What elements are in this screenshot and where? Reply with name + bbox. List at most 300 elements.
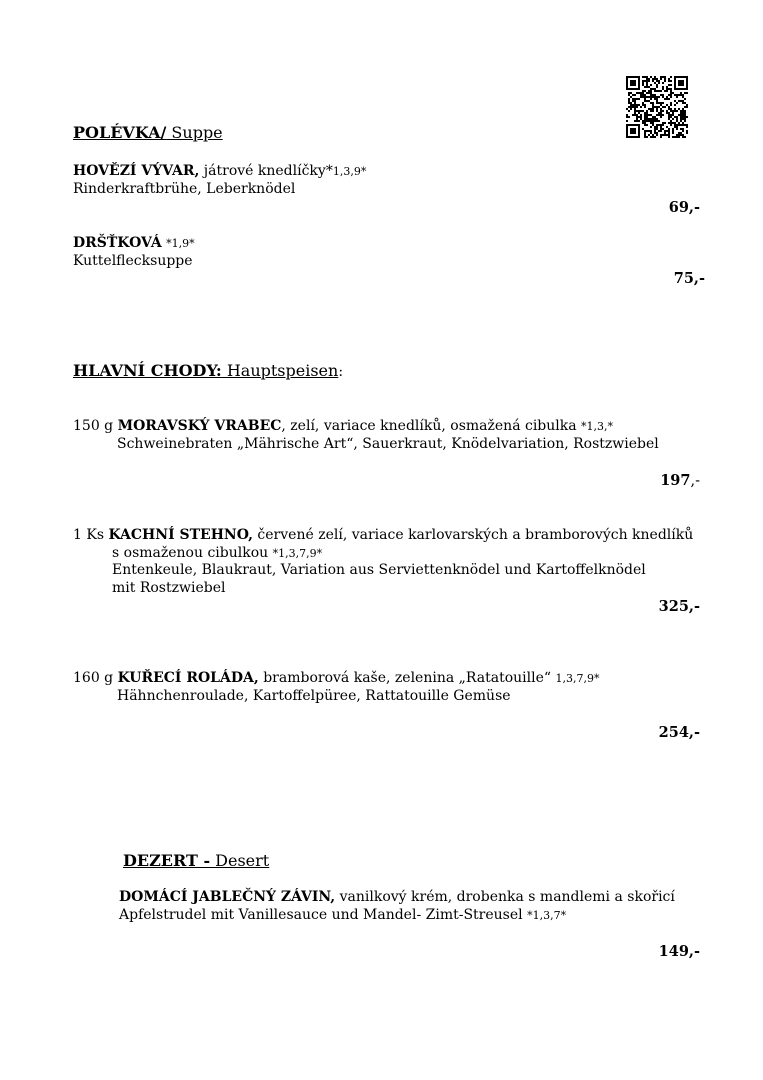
qr-module: [634, 120, 636, 122]
qr-module: [684, 120, 686, 122]
qr-module: [652, 88, 654, 90]
qr-module: [678, 80, 680, 82]
qr-module: [680, 114, 682, 116]
qr-module: [656, 80, 658, 82]
qr-module: [670, 80, 672, 82]
qr-module: [628, 94, 630, 96]
qr-module: [658, 130, 660, 132]
qr-module: [676, 94, 678, 96]
qr-module: [626, 82, 628, 84]
qr-module: [660, 90, 662, 92]
qr-module: [668, 132, 670, 134]
qr-module: [674, 110, 676, 112]
qr-module: [684, 102, 686, 104]
qr-module: [628, 110, 630, 112]
qr-module: [648, 86, 650, 88]
qr-module: [640, 92, 642, 94]
qr-module: [634, 100, 636, 102]
qr-module: [670, 124, 672, 126]
qr-module: [666, 88, 668, 90]
qr-module: [626, 126, 628, 128]
qr-module: [656, 120, 658, 122]
qr-module: [630, 88, 632, 90]
qr-module: [676, 136, 678, 138]
qr-module: [672, 128, 674, 130]
qr-module: [664, 76, 666, 78]
qr-module: [676, 116, 678, 118]
qr-module: [684, 76, 686, 78]
qr-module: [670, 110, 672, 112]
qr-module: [634, 106, 636, 108]
qr-module: [678, 124, 680, 126]
qr-module: [654, 96, 656, 98]
qr-module: [642, 120, 644, 122]
qr-code-icon: [626, 76, 688, 138]
qr-module: [642, 92, 644, 94]
qr-module: [668, 112, 670, 114]
qr-module: [686, 80, 688, 82]
qr-module: [646, 100, 648, 102]
qr-module: [654, 120, 656, 122]
qr-module: [682, 108, 684, 110]
qr-module: [630, 84, 632, 86]
qr-module: [674, 126, 676, 128]
qr-module: [632, 114, 634, 116]
qr-module: [650, 76, 652, 78]
qr-module: [636, 124, 638, 126]
qr-module: [636, 104, 638, 106]
qr-module: [682, 102, 684, 104]
qr-module: [662, 88, 664, 90]
qr-module: [630, 128, 632, 130]
qr-module: [668, 106, 670, 108]
qr-module: [638, 116, 640, 118]
qr-module: [646, 82, 648, 84]
qr-module: [660, 78, 662, 80]
qr-module: [646, 112, 648, 114]
qr-module: [678, 122, 680, 124]
qr-module: [654, 78, 656, 80]
qr-module: [630, 102, 632, 104]
qr-module: [648, 134, 650, 136]
qr-module: [656, 114, 658, 116]
qr-module: [660, 134, 662, 136]
qr-module: [628, 116, 630, 118]
qr-module: [654, 126, 656, 128]
qr-module: [670, 94, 672, 96]
qr-module: [680, 116, 682, 118]
qr-module: [668, 94, 670, 96]
qr-module: [632, 84, 634, 86]
qr-module: [644, 124, 646, 126]
qr-module: [662, 110, 664, 112]
qr-module: [656, 84, 658, 86]
qr-module: [626, 124, 628, 126]
qr-module: [686, 92, 688, 94]
qr-module: [678, 114, 680, 116]
qr-module: [638, 120, 640, 122]
menu-item-description: s osmaženou cibulkou *1,3,7,9*: [112, 545, 323, 561]
qr-module: [668, 80, 670, 82]
qr-module: [646, 118, 648, 120]
qr-module: [626, 114, 628, 116]
qr-module: [648, 90, 650, 92]
qr-module: [632, 128, 634, 130]
qr-module: [670, 120, 672, 122]
menu-item-name: DRŠŤKOVÁ *1,9*: [73, 235, 195, 251]
qr-module: [640, 110, 642, 112]
qr-module: [674, 78, 676, 80]
qr-module: [666, 96, 668, 98]
qr-module: [636, 98, 638, 100]
qr-module: [628, 102, 630, 104]
qr-module: [658, 112, 660, 114]
qr-module: [658, 114, 660, 116]
qr-module: [650, 88, 652, 90]
qr-module: [680, 76, 682, 78]
qr-module: [632, 136, 634, 138]
qr-module: [634, 114, 636, 116]
qr-module: [638, 136, 640, 138]
qr-module: [658, 82, 660, 84]
qr-module: [638, 124, 640, 126]
menu-item-name: 1 Ks KACHNÍ STEHNO, červené zelí, variace karlovarských a bramborových knedlíků: [73, 527, 694, 543]
qr-module: [682, 116, 684, 118]
qr-module: [682, 84, 684, 86]
qr-module: [638, 82, 640, 84]
qr-module: [632, 130, 634, 132]
qr-module: [666, 112, 668, 114]
qr-module: [652, 118, 654, 120]
qr-module: [678, 136, 680, 138]
qr-module: [652, 108, 654, 110]
qr-module: [638, 130, 640, 132]
qr-module: [644, 114, 646, 116]
qr-module: [648, 118, 650, 120]
qr-module: [654, 136, 656, 138]
qr-module: [676, 110, 678, 112]
qr-module: [630, 82, 632, 84]
qr-module: [646, 136, 648, 138]
qr-module: [660, 128, 662, 130]
qr-module: [656, 90, 658, 92]
qr-module: [670, 92, 672, 94]
qr-module: [644, 134, 646, 136]
qr-module: [630, 76, 632, 78]
qr-module: [676, 128, 678, 130]
menu-item-name: 150 g MORAVSKÝ VRABEC, zelí, variace knedlíků, osmažená cibulka *1,3,*: [73, 418, 614, 434]
qr-module: [684, 114, 686, 116]
qr-module: [644, 132, 646, 134]
qr-module: [662, 122, 664, 124]
qr-module: [684, 88, 686, 90]
qr-module: [634, 88, 636, 90]
qr-module: [652, 94, 654, 96]
qr-module: [680, 112, 682, 114]
qr-module: [666, 98, 668, 100]
qr-module: [672, 132, 674, 134]
qr-module: [668, 118, 670, 120]
qr-module: [628, 100, 630, 102]
qr-module: [634, 80, 636, 82]
qr-module: [682, 128, 684, 130]
qr-module: [630, 104, 632, 106]
qr-module: [640, 106, 642, 108]
qr-module: [670, 88, 672, 90]
qr-module: [670, 104, 672, 106]
qr-module: [678, 108, 680, 110]
qr-module: [644, 112, 646, 114]
qr-module: [654, 132, 656, 134]
qr-module: [676, 102, 678, 104]
qr-module: [656, 106, 658, 108]
qr-module: [630, 136, 632, 138]
qr-module: [634, 112, 636, 114]
qr-module: [678, 84, 680, 86]
qr-module: [680, 134, 682, 136]
qr-module: [636, 88, 638, 90]
qr-module: [668, 134, 670, 136]
qr-module: [644, 130, 646, 132]
qr-module: [650, 126, 652, 128]
qr-module: [650, 118, 652, 120]
qr-module: [666, 110, 668, 112]
qr-module: [686, 132, 688, 134]
qr-module: [626, 136, 628, 138]
qr-module: [672, 92, 674, 94]
qr-module: [642, 96, 644, 98]
qr-module: [656, 132, 658, 134]
qr-module: [638, 80, 640, 82]
qr-module: [634, 98, 636, 100]
qr-module: [642, 90, 644, 92]
qr-module: [660, 114, 662, 116]
qr-module: [682, 134, 684, 136]
qr-module: [674, 84, 676, 86]
qr-module: [676, 120, 678, 122]
qr-module: [682, 88, 684, 90]
qr-module: [634, 104, 636, 106]
qr-module: [638, 86, 640, 88]
qr-module: [682, 80, 684, 82]
qr-module: [632, 124, 634, 126]
qr-module: [656, 86, 658, 88]
qr-module: [650, 108, 652, 110]
qr-module: [648, 100, 650, 102]
qr-module: [644, 100, 646, 102]
qr-module: [660, 130, 662, 132]
qr-module: [632, 106, 634, 108]
qr-module: [652, 120, 654, 122]
qr-module: [648, 120, 650, 122]
qr-module: [662, 96, 664, 98]
qr-module: [686, 82, 688, 84]
qr-module: [652, 116, 654, 118]
qr-module: [628, 88, 630, 90]
qr-module: [682, 82, 684, 84]
qr-module: [636, 76, 638, 78]
qr-module: [674, 82, 676, 84]
qr-module: [682, 118, 684, 120]
qr-module: [686, 124, 688, 126]
qr-module: [638, 112, 640, 114]
qr-module: [666, 126, 668, 128]
qr-module: [646, 84, 648, 86]
qr-module: [658, 120, 660, 122]
qr-module: [650, 84, 652, 86]
qr-module: [634, 76, 636, 78]
qr-module: [650, 120, 652, 122]
qr-module: [674, 94, 676, 96]
qr-module: [652, 102, 654, 104]
qr-module: [638, 104, 640, 106]
qr-module: [646, 86, 648, 88]
qr-module: [630, 124, 632, 126]
qr-module: [678, 76, 680, 78]
qr-module: [672, 114, 674, 116]
qr-module: [630, 80, 632, 82]
qr-module: [682, 130, 684, 132]
qr-module: [644, 80, 646, 82]
qr-module: [648, 130, 650, 132]
qr-module: [642, 102, 644, 104]
qr-module: [660, 126, 662, 128]
qr-module: [668, 130, 670, 132]
qr-module: [636, 92, 638, 94]
qr-module: [672, 118, 674, 120]
qr-module: [630, 132, 632, 134]
qr-module: [626, 108, 628, 110]
qr-module: [668, 108, 670, 110]
qr-module: [644, 104, 646, 106]
qr-module: [656, 118, 658, 120]
qr-module: [626, 132, 628, 134]
qr-module: [674, 108, 676, 110]
qr-module: [646, 96, 648, 98]
qr-module: [670, 102, 672, 104]
qr-module: [642, 128, 644, 130]
qr-module: [658, 80, 660, 82]
qr-module: [646, 78, 648, 80]
qr-module: [644, 86, 646, 88]
qr-module: [640, 96, 642, 98]
qr-module: [670, 76, 672, 78]
qr-module: [660, 94, 662, 96]
qr-module: [686, 78, 688, 80]
qr-module: [670, 116, 672, 118]
qr-module: [638, 78, 640, 80]
qr-module: [674, 136, 676, 138]
qr-module: [676, 88, 678, 90]
qr-module: [664, 98, 666, 100]
qr-module: [662, 128, 664, 130]
qr-module: [680, 118, 682, 120]
menu-item-price: 197,-: [660, 472, 700, 489]
qr-module: [656, 124, 658, 126]
section-heading-dessert: DEZERT - Desert: [123, 851, 270, 870]
qr-module: [660, 116, 662, 118]
qr-module: [662, 82, 664, 84]
qr-module: [644, 96, 646, 98]
menu-item-translation: Rinderkraftbrühe, Leberknödel: [73, 181, 296, 197]
qr-module: [648, 108, 650, 110]
qr-module: [684, 110, 686, 112]
qr-module: [670, 108, 672, 110]
menu-item-price: 149,-: [658, 943, 700, 960]
qr-module: [660, 104, 662, 106]
qr-module: [634, 128, 636, 130]
qr-module: [644, 76, 646, 78]
qr-module: [684, 136, 686, 138]
qr-module: [678, 134, 680, 136]
qr-module: [634, 136, 636, 138]
qr-module: [650, 90, 652, 92]
menu-item-price: 325,-: [658, 598, 700, 615]
qr-module: [684, 98, 686, 100]
qr-module: [656, 134, 658, 136]
qr-module: [682, 122, 684, 124]
qr-module: [648, 80, 650, 82]
qr-module: [652, 124, 654, 126]
qr-module: [650, 114, 652, 116]
qr-module: [632, 98, 634, 100]
qr-module: [670, 84, 672, 86]
qr-module: [650, 136, 652, 138]
qr-module: [654, 76, 656, 78]
qr-module: [678, 132, 680, 134]
menu-item-price: 75,-: [673, 270, 705, 287]
qr-module: [654, 128, 656, 130]
qr-module: [680, 80, 682, 82]
qr-module: [680, 110, 682, 112]
qr-module: [650, 98, 652, 100]
qr-module: [646, 76, 648, 78]
qr-module: [634, 108, 636, 110]
qr-module: [686, 106, 688, 108]
section-heading-mains: HLAVNÍ CHODY: Hauptspeisen:: [73, 361, 344, 380]
menu-item-name: DOMÁCÍ JABLEČNÝ ZÁVIN, vanilkový krém, drobenka s mandlemi a skořicí: [119, 889, 675, 905]
qr-module: [662, 76, 664, 78]
qr-module: [686, 116, 688, 118]
qr-module: [668, 136, 670, 138]
qr-module: [674, 116, 676, 118]
qr-module: [656, 100, 658, 102]
qr-module: [646, 124, 648, 126]
qr-module: [682, 124, 684, 126]
qr-module: [652, 122, 654, 124]
qr-module: [654, 116, 656, 118]
qr-module: [644, 122, 646, 124]
qr-module: [666, 104, 668, 106]
qr-module: [654, 82, 656, 84]
qr-module: [664, 80, 666, 82]
qr-module: [656, 98, 658, 100]
qr-module: [632, 94, 634, 96]
qr-module: [626, 84, 628, 86]
qr-module: [664, 134, 666, 136]
qr-module: [634, 130, 636, 132]
qr-module: [686, 76, 688, 78]
qr-module: [652, 136, 654, 138]
qr-module: [686, 126, 688, 128]
qr-module: [646, 130, 648, 132]
qr-module: [660, 136, 662, 138]
qr-module: [674, 124, 676, 126]
qr-module: [644, 116, 646, 118]
qr-module: [654, 118, 656, 120]
qr-module: [646, 92, 648, 94]
menu-item-name: 160 g KUŘECÍ ROLÁDA, bramborová kaše, zelenina „Ratatouille“ 1,3,7,9*: [73, 670, 600, 686]
